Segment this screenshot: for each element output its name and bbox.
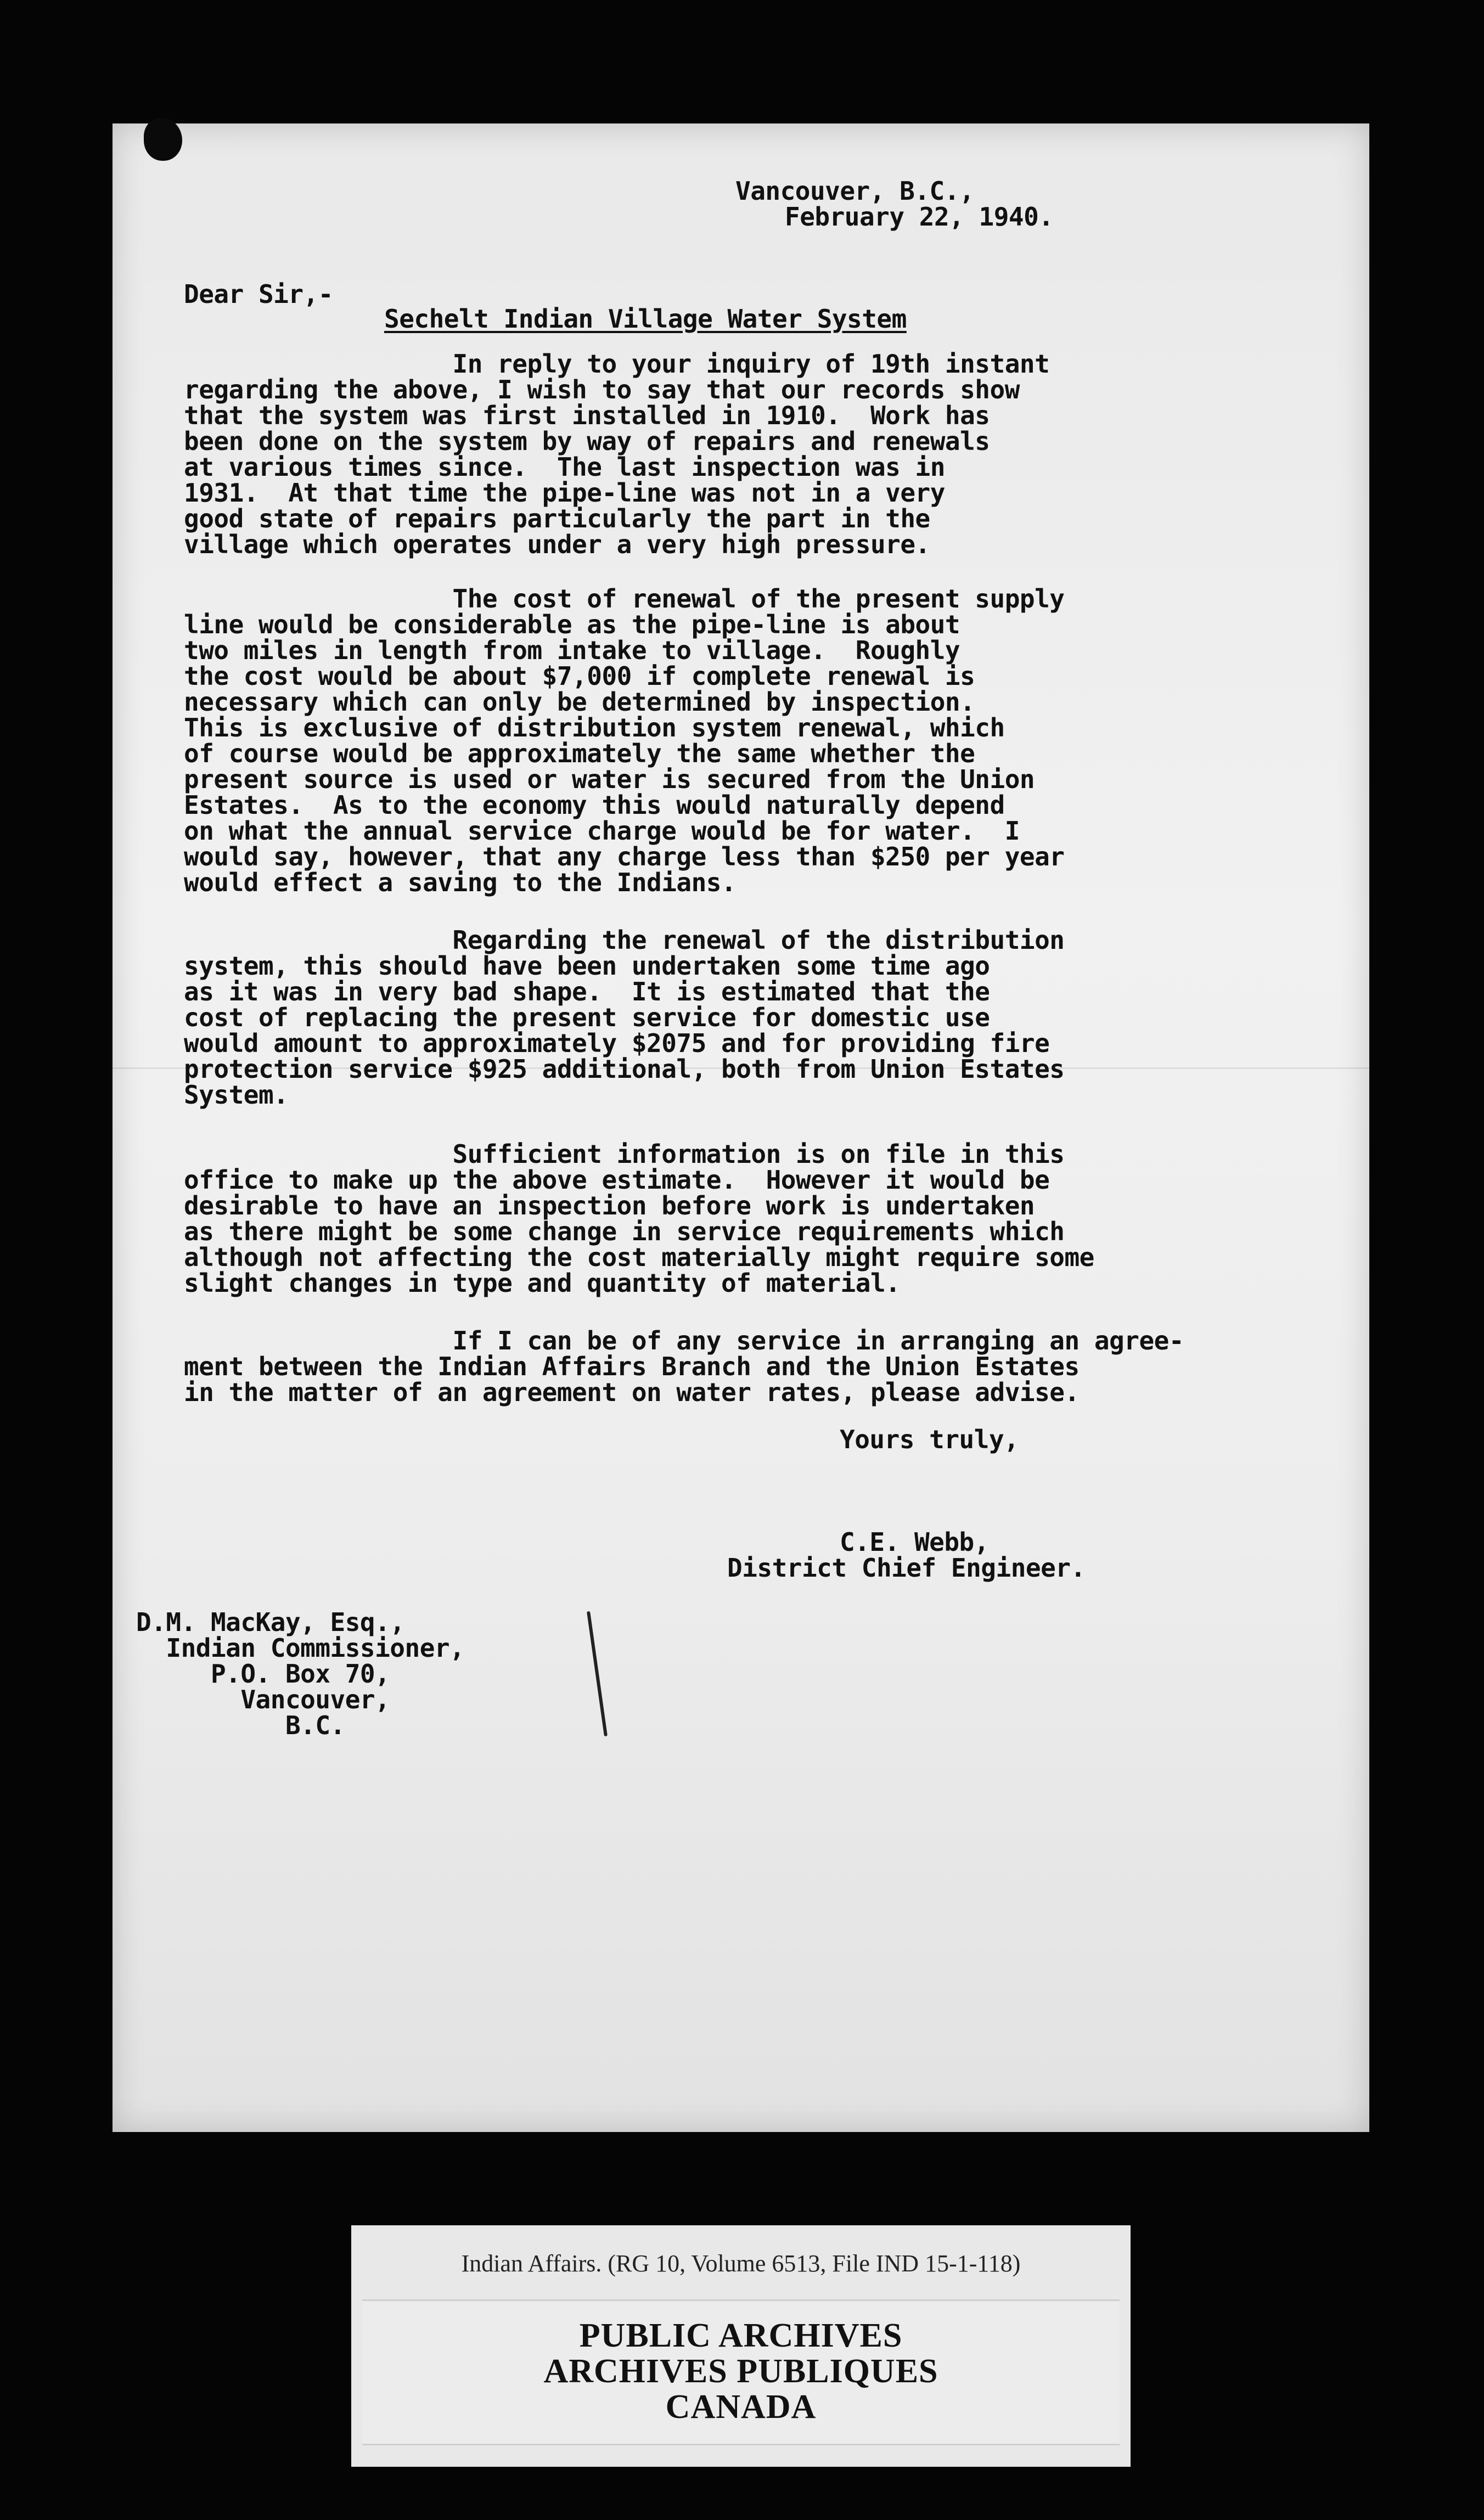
subject-line: Sechelt Indian Village Water System — [384, 304, 907, 334]
archive-stamp — [362, 2299, 1120, 2445]
paragraph-3: Regarding the renewal of the distribution system, this should have been undertaken some time ago as it was in very bad shape. It is estimated that the cost of replacing the present service for domestic use would amount to approximately $2075 and for providing fire protection service $925 additional, both from Union Estates System. — [184, 925, 1065, 1110]
closing: Yours truly, — [840, 1425, 1019, 1454]
addressee-line: B.C. — [136, 1711, 345, 1740]
paragraph-1: In reply to your inquiry of 19th instant regarding the above, I wish to say that our records show that the system was first installed in 1910. Work has been done on the system by way of repairs and renewals at various times since. The last inspection was in 1931. At that time the pipe-line was not in a very good state of repairs particularly the part in the village which operates under a very high pressure. — [184, 349, 1050, 559]
letter-place: Vancouver, B.C., — [735, 176, 975, 206]
archive-reference: Indian Affairs. (RG 10, Volume 6513, File IND 15-1-118) — [461, 2250, 1021, 2277]
hole-punch-mark — [144, 118, 182, 161]
paragraph-2: The cost of renewal of the present supply line would be considerable as the pipe-line is about two miles in length from intake to village. Roughly the cost would be about $7,000 if complete renewal is necessary which can only be determined by inspection. This is exclusive of distribution system renewal, which of course would be approximately the same whether the present source is used or water is secured from the Union Estates. As to the economy this would naturally depend on what the annual service charge would be for water. I would say, however, that any charge less than $250 per year would effect a saving to the Indians. — [184, 584, 1065, 897]
signature-title: District Chief Engineer. — [727, 1553, 1086, 1583]
addressee-line: Vancouver, — [136, 1685, 390, 1714]
archive-label-card — [351, 2225, 1131, 2467]
addressee-line: D.M. MacKay, Esq., — [136, 1607, 405, 1637]
addressee-line: Indian Commissioner, — [136, 1633, 465, 1663]
stamp-line: PUBLIC ARCHIVES — [579, 2317, 903, 2354]
paragraph-4: Sufficient information is on file in this office to make up the above estimate. However it would be desirable to have an inspection before work is undertaken as there might be some change in service requirements which although not affecting the cost materially might require some slight changes in type and quantity of material. — [184, 1139, 1094, 1298]
letter-date: February 22, 1940. — [785, 202, 1054, 232]
signature-name: C.E. Webb, — [840, 1527, 989, 1557]
paragraph-5: If I can be of any service in arranging an agree- ment between the Indian Affairs Branch and the Union Estates in the matter of an agreement on water rates, please advise. — [184, 1326, 1184, 1407]
stamp-line: CANADA — [665, 2388, 817, 2426]
addressee-line: P.O. Box 70, — [136, 1659, 390, 1689]
salutation: Dear Sir,- — [184, 279, 333, 309]
stamp-line: ARCHIVES PUBLIQUES — [543, 2353, 938, 2390]
